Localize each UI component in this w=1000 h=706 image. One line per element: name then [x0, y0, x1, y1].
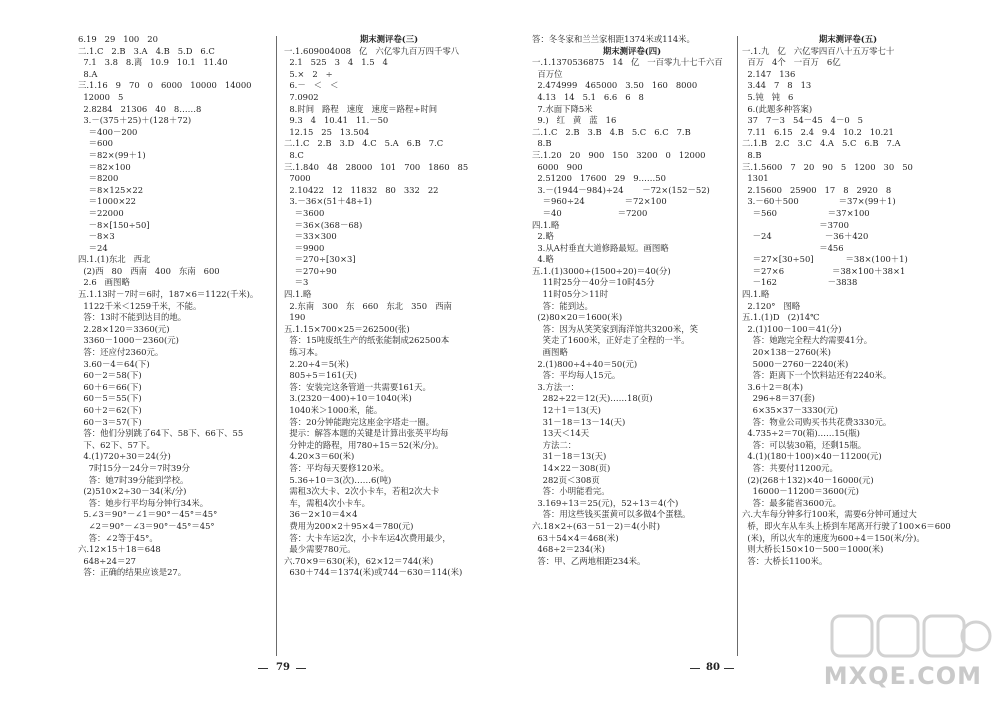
answer-line: 5.∠3＝90°－∠1＝90°－45°＝45° — [78, 509, 218, 520]
answer-line: ＝9900 — [284, 242, 325, 253]
page-number-dash — [690, 668, 700, 669]
answer-line: 468÷2＝234(米) — [532, 544, 605, 555]
answer-line: 7.11 6.15 2.4 9.4 10.2 10.21 — [742, 126, 894, 137]
column-divider-right — [737, 36, 738, 656]
answer-line: 60－5＝55(下) — [78, 393, 142, 404]
answer-line: 2.15600 25900 17 8 2920 8 — [742, 184, 892, 195]
answer-line: ＝456 — [742, 242, 844, 253]
answer-line: 桥，即火车从车头上桥到车尾离开行驶了100×6＝600 — [742, 520, 951, 531]
answer-line: 2.51200 17600 29 9……50 — [532, 173, 666, 184]
answer-line: 14×22－308(页) — [532, 462, 611, 473]
answer-column-2 — [284, 34, 494, 579]
answer-line: 三.1.16 9 70 0 6000 10000 14000 — [78, 80, 252, 91]
answer-line: 答：13时不能到达目的地。 — [78, 312, 187, 323]
answer-line: 二.1.B 2.C 3.C 4.A 5.C 6.B 7.A — [742, 138, 901, 149]
answer-line: 答：甲、乙两地相距234米。 — [532, 555, 646, 566]
answer-line: 3.从A村垂直大道修路最短。画图略 — [532, 242, 669, 253]
answer-line: 282÷22＝12(天)……18(页) — [532, 393, 653, 404]
answer-line: 282页＜308页 — [532, 474, 600, 485]
answer-line: 1040米＞1000米，能。 — [284, 405, 383, 415]
column-divider-left — [276, 36, 277, 656]
answer-line: 答：15吨废纸生产的纸张能制成262500本 — [284, 335, 450, 346]
answer-line: 20×138－2760(米) — [742, 347, 831, 358]
answer-line: 2.28×120＝3360(元) — [78, 323, 170, 334]
answer-line: (2)(268＋132)×40－16000(元) — [742, 474, 874, 485]
answer-line: 最少需要780元。 — [284, 544, 356, 555]
answer-line: ＝400－200 — [78, 126, 138, 137]
answer-line: 3.60－4＝64(下) — [78, 358, 150, 369]
answer-line: 3.6＋2＝8(本) — [742, 381, 803, 392]
answer-line: 8.A — [78, 68, 98, 79]
answer-line: 2.东南 300 东 660 东北 350 西南 — [284, 300, 452, 311]
answer-line: 答：平均每人15元。 — [532, 370, 621, 381]
answer-line: 12000 5 — [78, 91, 124, 102]
answer-line: 7.水面下降5米 — [532, 103, 593, 114]
answer-line: 12.15 25 13.504 — [284, 126, 370, 137]
answer-line: ＝3600 — [284, 207, 325, 218]
section-heading: 期末测评卷(五) — [818, 34, 878, 44]
answer-line: 一.1.1370536875 14 亿 一百零九十七千六百 — [532, 57, 723, 68]
answer-line: ＝600 — [78, 138, 114, 149]
answer-line: 答：20分钟能跑完这座金字塔走一圈。 — [284, 416, 434, 427]
answer-line: 二.1.C 2.B 3.B 4.B 5.C 6.C 7.B — [532, 126, 691, 137]
answer-line: 五.1.(1)D (2)14℃ — [742, 312, 820, 323]
answer-line: 一.1.九 亿 六亿零四百八十五万零七十 — [742, 45, 895, 56]
answer-line: 答：还应付2360元。 — [78, 347, 164, 358]
answer-line: ＝3 — [284, 277, 309, 288]
answer-line: 答：安装完这条管道一共需要161天。 — [284, 381, 431, 392]
answer-line: 36－2×10＝4×4 — [284, 509, 358, 520]
answer-line: 16000－11200＝3600(元) — [742, 486, 859, 497]
answer-line: 答：她跑完全程大约需要41分。 — [742, 335, 873, 346]
answer-line: 答：距离下一个饮料站还有2240米。 — [742, 370, 892, 381]
answer-line: 1301 — [742, 173, 769, 184]
answer-line: 8.C — [284, 149, 304, 160]
answer-line: 六.大车每分钟多行100米，需要6分钟可通过大 — [742, 509, 917, 520]
answer-line: －8×3 — [78, 231, 115, 242]
answer-line: 答：她步行平均每分钟行34米。 — [78, 497, 209, 508]
answer-line: ＝33×300 — [284, 231, 337, 242]
answer-line: ＝40 ＝7200 — [532, 207, 648, 218]
page-number-dash — [296, 668, 306, 669]
answer-column-4 — [742, 34, 954, 567]
answer-line: 六.70×9＝630(米)，62×12＝744(米) — [284, 555, 434, 566]
answer-line: 答：能到达。 — [532, 300, 593, 311]
answer-line: 2.(1)100－100＝41(分) — [742, 323, 842, 334]
answer-line: 60＋6＝66(下) — [78, 381, 142, 392]
answer-line: 答：因为从笑笑家到海洋馆共3200米，笑 — [532, 323, 698, 334]
answer-line: ＝8×125×22 — [78, 184, 144, 195]
answer-line: 190 — [284, 312, 306, 323]
answer-line: 需租3次大卡、2次小卡车，若租2次大卡 — [284, 486, 440, 497]
answer-line: 四.1.(1)东北 西北 — [78, 254, 151, 265]
answer-line: 60－2＝58(下) — [78, 370, 142, 381]
answer-line: 31－18＝13－14(天) — [532, 416, 626, 427]
answer-line: 296÷8＝37(套) — [742, 393, 815, 404]
answer-line: 答：最多能省3600元。 — [742, 497, 841, 508]
answer-line: 4.13 14 5.1 6.6 6 8 — [532, 91, 644, 102]
answer-line: 画图略 — [532, 347, 568, 358]
answer-line: 60＋2＝62(下) — [78, 405, 142, 415]
answer-line: 12＋1＝13(天) — [532, 405, 601, 415]
answer-line: －8×[150÷50] — [78, 219, 150, 230]
answer-line: 2.20÷4＝5(米) — [284, 358, 349, 369]
answer-line: 答：冬冬家和兰兰家相距1374米或114米。 — [532, 34, 695, 44]
answer-line: 一.1.609004008 亿 六亿零九百万四千零八 — [284, 45, 460, 56]
answer-line: 4.(1)(180＋100)×40－11200(元) — [742, 451, 882, 462]
answer-line: 百万 4个 一百万 6亿 — [742, 57, 841, 68]
answer-line: 答：共要付11200元。 — [742, 462, 838, 473]
answer-line: 8.B — [532, 138, 552, 149]
answer-column-3 — [532, 34, 732, 567]
answer-line: 5.× 2 ÷ — [284, 68, 333, 79]
answer-line: 6.(此题多种答案) — [742, 103, 813, 114]
answer-column-1 — [78, 34, 270, 579]
answer-line: 2.6 画图略 — [78, 277, 130, 288]
answer-line: 805÷5＝161(天) — [284, 370, 357, 381]
answer-line: 11时25分－40分＝10时45分 — [532, 277, 655, 288]
answer-line: 3.(2320－400)÷10＝1040(米) — [284, 393, 412, 404]
answer-line: ∠2＝90°－∠3＝90°－45°＝45° — [78, 520, 215, 531]
answer-line: 练习本。 — [284, 347, 323, 358]
answer-line: ＝27×[30÷50] ＝38×(100＋1) — [742, 254, 908, 265]
answer-line: 3.方法一： — [532, 381, 579, 392]
answer-line: 31－18＝13(天) — [532, 451, 607, 462]
answer-line: ＝1000×22 — [78, 196, 137, 207]
answer-line: 2.147 136 — [742, 68, 796, 79]
page-number-dash — [258, 668, 268, 669]
answer-line: 答：大桥长1100米。 — [742, 555, 828, 566]
answer-line: 9.3 4 10.41 11.－50 — [284, 115, 389, 126]
answer-line: 37 7－3 54－45 4－0 5 — [742, 115, 864, 126]
answer-line: 2.474999 465000 3.50 160 8000 — [532, 80, 698, 91]
answer-line: 答：小明能看完。 — [532, 486, 610, 497]
answer-line: 6000 900 — [532, 161, 583, 172]
answer-line: 2.120° 图略 — [742, 300, 801, 311]
answer-line: 648÷24＝27 — [78, 555, 137, 566]
answer-line: 8.B — [742, 149, 762, 160]
answer-line: 答：物业公司购买书共花费3330元。 — [742, 416, 892, 427]
answer-line: 答：他们分别跳了64下、58下、66下、55 — [78, 428, 244, 439]
watermark-text: MXQE.COM — [823, 662, 982, 690]
answer-line: ＝270÷[30×3] — [284, 254, 356, 265]
answer-line: 三.1.20 20 900 150 3200 0 12000 — [532, 149, 706, 160]
answer-line: 4.(1)720÷30＝24(分) — [78, 451, 171, 462]
answer-line: 2.1 525 3 4 1.5 4 — [284, 57, 388, 68]
answer-line: －24 －36＋420 — [742, 231, 869, 242]
answer-line: ＝560 ＝37×100 — [742, 207, 870, 218]
answer-line: 3.－(1944－984)÷24 －72×(152－52) — [532, 184, 710, 195]
answer-line: 3.44 7 8 13 — [742, 80, 812, 91]
answer-line: 笑走了1600米，正好走了全程的一半。 — [532, 335, 690, 346]
answer-line: 5.钝 钝 6 — [742, 91, 794, 102]
answer-line: 8.时间 路程 速度 速度＝路程÷时间 — [284, 103, 438, 114]
answer-line: ＝36×(368－68) — [284, 219, 363, 230]
answer-line: 三.1.840 48 28000 101 700 1860 85 — [284, 161, 469, 172]
answer-line: ＝82×100 — [78, 161, 131, 172]
answer-line: 百万位 — [532, 68, 563, 79]
watermark — [818, 612, 994, 698]
answer-line: 答：正确的结果应该是27。 — [78, 567, 187, 578]
answer-line: ＝3700 — [742, 219, 849, 230]
answer-line: 3.169÷13＝25(元)，52÷13＝4(个) — [532, 497, 679, 508]
answer-line: 6×35×37－3330(元) — [742, 405, 838, 415]
answer-line: ＝960÷24 ＝72×100 — [532, 196, 667, 207]
answer-line: ＝8200 — [78, 173, 119, 184]
answer-line: 5000－2760－2240(米) — [742, 358, 849, 369]
page-number-dash — [724, 668, 734, 669]
answer-line: 四.1.略 — [532, 219, 560, 230]
answer-line: 4.20×3＝60(米) — [284, 451, 355, 462]
answer-line: 四.1.略 — [284, 289, 312, 300]
answer-line: 11时05分＞11时 — [532, 289, 609, 300]
answer-line: 3.－60＋500 ＝37×(99＋1) — [742, 196, 896, 207]
answer-line: 7时15分－24分＝7时39分 — [78, 462, 190, 473]
answer-line: 答：可以装30箱，还剩15瓶。 — [742, 439, 867, 450]
answer-line: 3.－(375＋25)＋(128＋72) — [78, 115, 192, 126]
answer-line: 13天＜14天 — [532, 428, 590, 439]
answer-line: ＝24 — [78, 242, 108, 253]
answer-line: 六.12×15＋18＝648 — [78, 544, 161, 555]
answer-line: 2.8284 21306 40 8……8 — [78, 103, 202, 114]
answer-line: 四.1.略 — [742, 289, 770, 300]
answer-line: 7.1 3.8 8.离 10.9 10.1 11.40 — [78, 57, 228, 68]
answer-line: 下、62下、57下。 — [78, 439, 155, 450]
answer-line: 答：平均每天要修120米。 — [284, 462, 390, 473]
answer-line: 6.19 29 100 20 — [78, 34, 158, 44]
answer-line: 则大桥长150×10－500＝1000(米) — [742, 544, 884, 555]
answer-line: 4.略 — [532, 254, 554, 265]
answer-line: －162 －3838 — [742, 277, 858, 288]
answer-line: (2)西 80 西南 400 东南 600 — [78, 265, 220, 276]
answer-line: 60－3＝57(下) — [78, 416, 142, 427]
answer-line: 7000 — [284, 173, 311, 184]
answer-line: 费用为200×2＋95×4＝780(元) — [284, 520, 414, 531]
answer-line: ＝22000 — [78, 207, 124, 218]
answer-line: (米)，所以火车的速度为600÷4＝150(米/分)。 — [742, 532, 925, 543]
answer-line: 7.0902 — [284, 91, 319, 102]
section-heading: 期末测评卷(三) — [359, 34, 419, 44]
answer-line: 9.) 红 黄 蓝 16 — [532, 115, 617, 126]
answer-line: (2)510×2÷30－34(米/分) — [78, 486, 187, 497]
answer-line: 六.18×2÷(63－51－2)＝4(小时) — [532, 520, 660, 531]
answer-line: (2)80×20＝1600(米) — [532, 312, 623, 323]
answer-line: ＝270÷90 — [284, 265, 337, 276]
answer-line: 6.－ ＜ ＜ — [284, 80, 339, 91]
answer-line: 车，需租4次小卡车。 — [284, 497, 371, 508]
answer-line: 答：∠2等于45°。 — [78, 532, 158, 543]
page-number-left: 79 — [276, 662, 290, 673]
answer-line: 二.1.C 2.B 3.D 4.C 5.A 6.B 7.C — [284, 138, 444, 149]
answer-line: 2.(1)800÷4÷40＝50(元) — [532, 358, 638, 369]
answer-line: 5.36÷10＝3(次)……6(吨) — [284, 474, 392, 485]
answer-line: 二.1.C 2.B 3.A 4.B 5.D 6.C — [78, 45, 215, 56]
page-number-right: 80 — [706, 662, 720, 673]
answer-line: 答：大卡车运2次，小卡车运4次费用最少， — [284, 532, 451, 543]
answer-line: 五.1.(1)3000÷(1500÷20)＝40(分) — [532, 265, 671, 276]
answer-line: 答：用这些钱买蛋黄可以多做4个蛋糕。 — [532, 509, 691, 520]
answer-line: 2.10422 12 11832 80 332 22 — [284, 184, 439, 195]
answer-line: 五.1.13时－7时＝6时，187×6＝1122(千米)。 — [78, 289, 259, 300]
answer-line: 答：她7时39分能到学校。 — [78, 474, 189, 485]
answer-line: 3360－1000－2360(元) — [78, 335, 179, 346]
answer-line: 分钟走的路程，用780÷15＝52(米/分)。 — [284, 439, 444, 450]
section-heading: 期末测评卷(四) — [602, 45, 662, 56]
answer-line: ＝27×6 ＝38×100＋38×1 — [742, 265, 906, 276]
answer-line: 630＋744＝1374(米)或744－630＝114(米) — [284, 567, 463, 578]
answer-line: 三.1.5600 7 20 90 5 1200 30 50 — [742, 161, 913, 172]
answer-line: 方法二： — [532, 439, 577, 450]
answer-line: 2.略 — [532, 231, 554, 242]
answer-line: ＝82×(99＋1) — [78, 149, 146, 160]
answer-line: 1122千米＜1259千米，不能。 — [78, 300, 202, 311]
answer-line: 63＋54×4＝468(米) — [532, 532, 619, 543]
answer-line: 提示：解答本题的关键是计算出张英平均每 — [284, 428, 449, 439]
answer-line: 3.－36×(51＋48÷1) — [284, 196, 372, 207]
answer-line: 五.1.15×700×25＝262500(张) — [284, 323, 410, 334]
answer-line: 4.735÷2＝70(箱)……15(瓶) — [742, 428, 860, 439]
